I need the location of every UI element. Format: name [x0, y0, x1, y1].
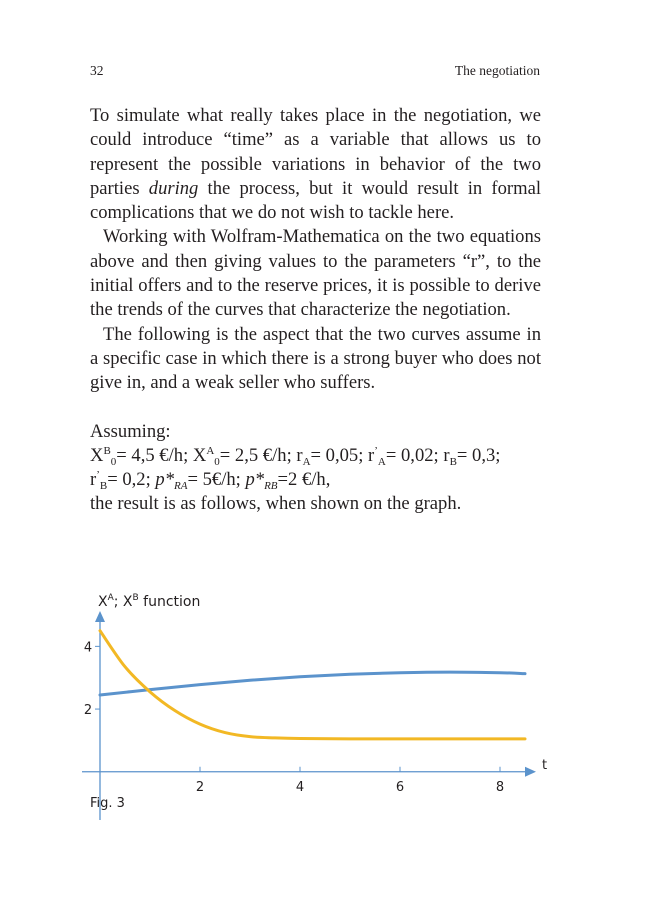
x-axis-arrow	[525, 767, 536, 777]
xb0-term: $X^B_0= 4,5$ €/h;	[90, 444, 189, 468]
x-axis-label: t	[542, 757, 548, 773]
paragraph-1-part-a: To simulate what really takes place in the negotiation, we could introduce “time” as a variable that allows us to represent the possible variations in behavior of the two parties	[90, 105, 541, 199]
chart-svg	[80, 585, 560, 835]
x-tick-label: 8	[495, 779, 505, 795]
ra-term: $r_A= 0,05$;	[296, 444, 364, 468]
reserve-price-b-term: $p*_{RB}=2$ €/h,	[245, 469, 331, 493]
paragraph-2: Working with Wolfram-Mathematica on the two equations above and then giving values to the parameters “r”, to the initial offers and to the reserve prices, it is possible to derive the trends of the curves that characterize the negotiation.	[90, 226, 541, 321]
y-axis-arrow	[95, 611, 105, 622]
paragraph-1-emphasis: during	[148, 177, 199, 199]
spacer	[90, 396, 541, 420]
rb-prime-term: $r^’_B= 0,2$;	[90, 469, 151, 493]
series-line-2	[100, 631, 525, 739]
body-text	[90, 104, 541, 517]
assumptions-line-2	[90, 468, 541, 492]
paragraph-1	[90, 104, 541, 225]
assumptions-block	[90, 420, 541, 517]
assumptions-intro: Assuming:	[90, 420, 171, 442]
ra-prime-term: $r^’_A= 0,02$;	[368, 444, 439, 468]
paragraph-3: The following is the aspect that the two curves assume in a specific case in which there is a strong buyer who does not give in, and a weak seller who suffers.	[90, 323, 541, 394]
xa0-term: $X^A_0= 2,5$ €/h;	[192, 444, 292, 468]
page-number: 32	[90, 63, 104, 78]
x-tick-label: 6	[395, 779, 405, 795]
assumptions-line-1	[90, 444, 541, 468]
y-tick-label: 2	[83, 703, 93, 719]
reserve-price-a-term: $p*_{RA}=$ 5€/h;	[155, 469, 241, 493]
figure-chart	[80, 585, 560, 835]
series-line-1	[100, 672, 525, 695]
rb-term: $r_B= 0,3$;	[443, 444, 501, 468]
paragraph-1-part-b: the process, but it would result in formal complications that we do not wish to tackle here.	[90, 177, 541, 224]
assumptions-conclusion: the result is as follows, when shown on the graph.	[90, 493, 462, 515]
chart-axes	[82, 611, 547, 820]
running-title: The negotiation	[454, 63, 540, 78]
y-tick-label: 4	[83, 640, 93, 656]
chart-title: $X^A$; $X^B$ function	[98, 593, 201, 610]
x-tick-label: 2	[195, 779, 205, 795]
x-tick-label: 4	[295, 779, 305, 795]
figure-caption: Fig. 3	[90, 796, 125, 811]
chart-series	[100, 631, 525, 739]
